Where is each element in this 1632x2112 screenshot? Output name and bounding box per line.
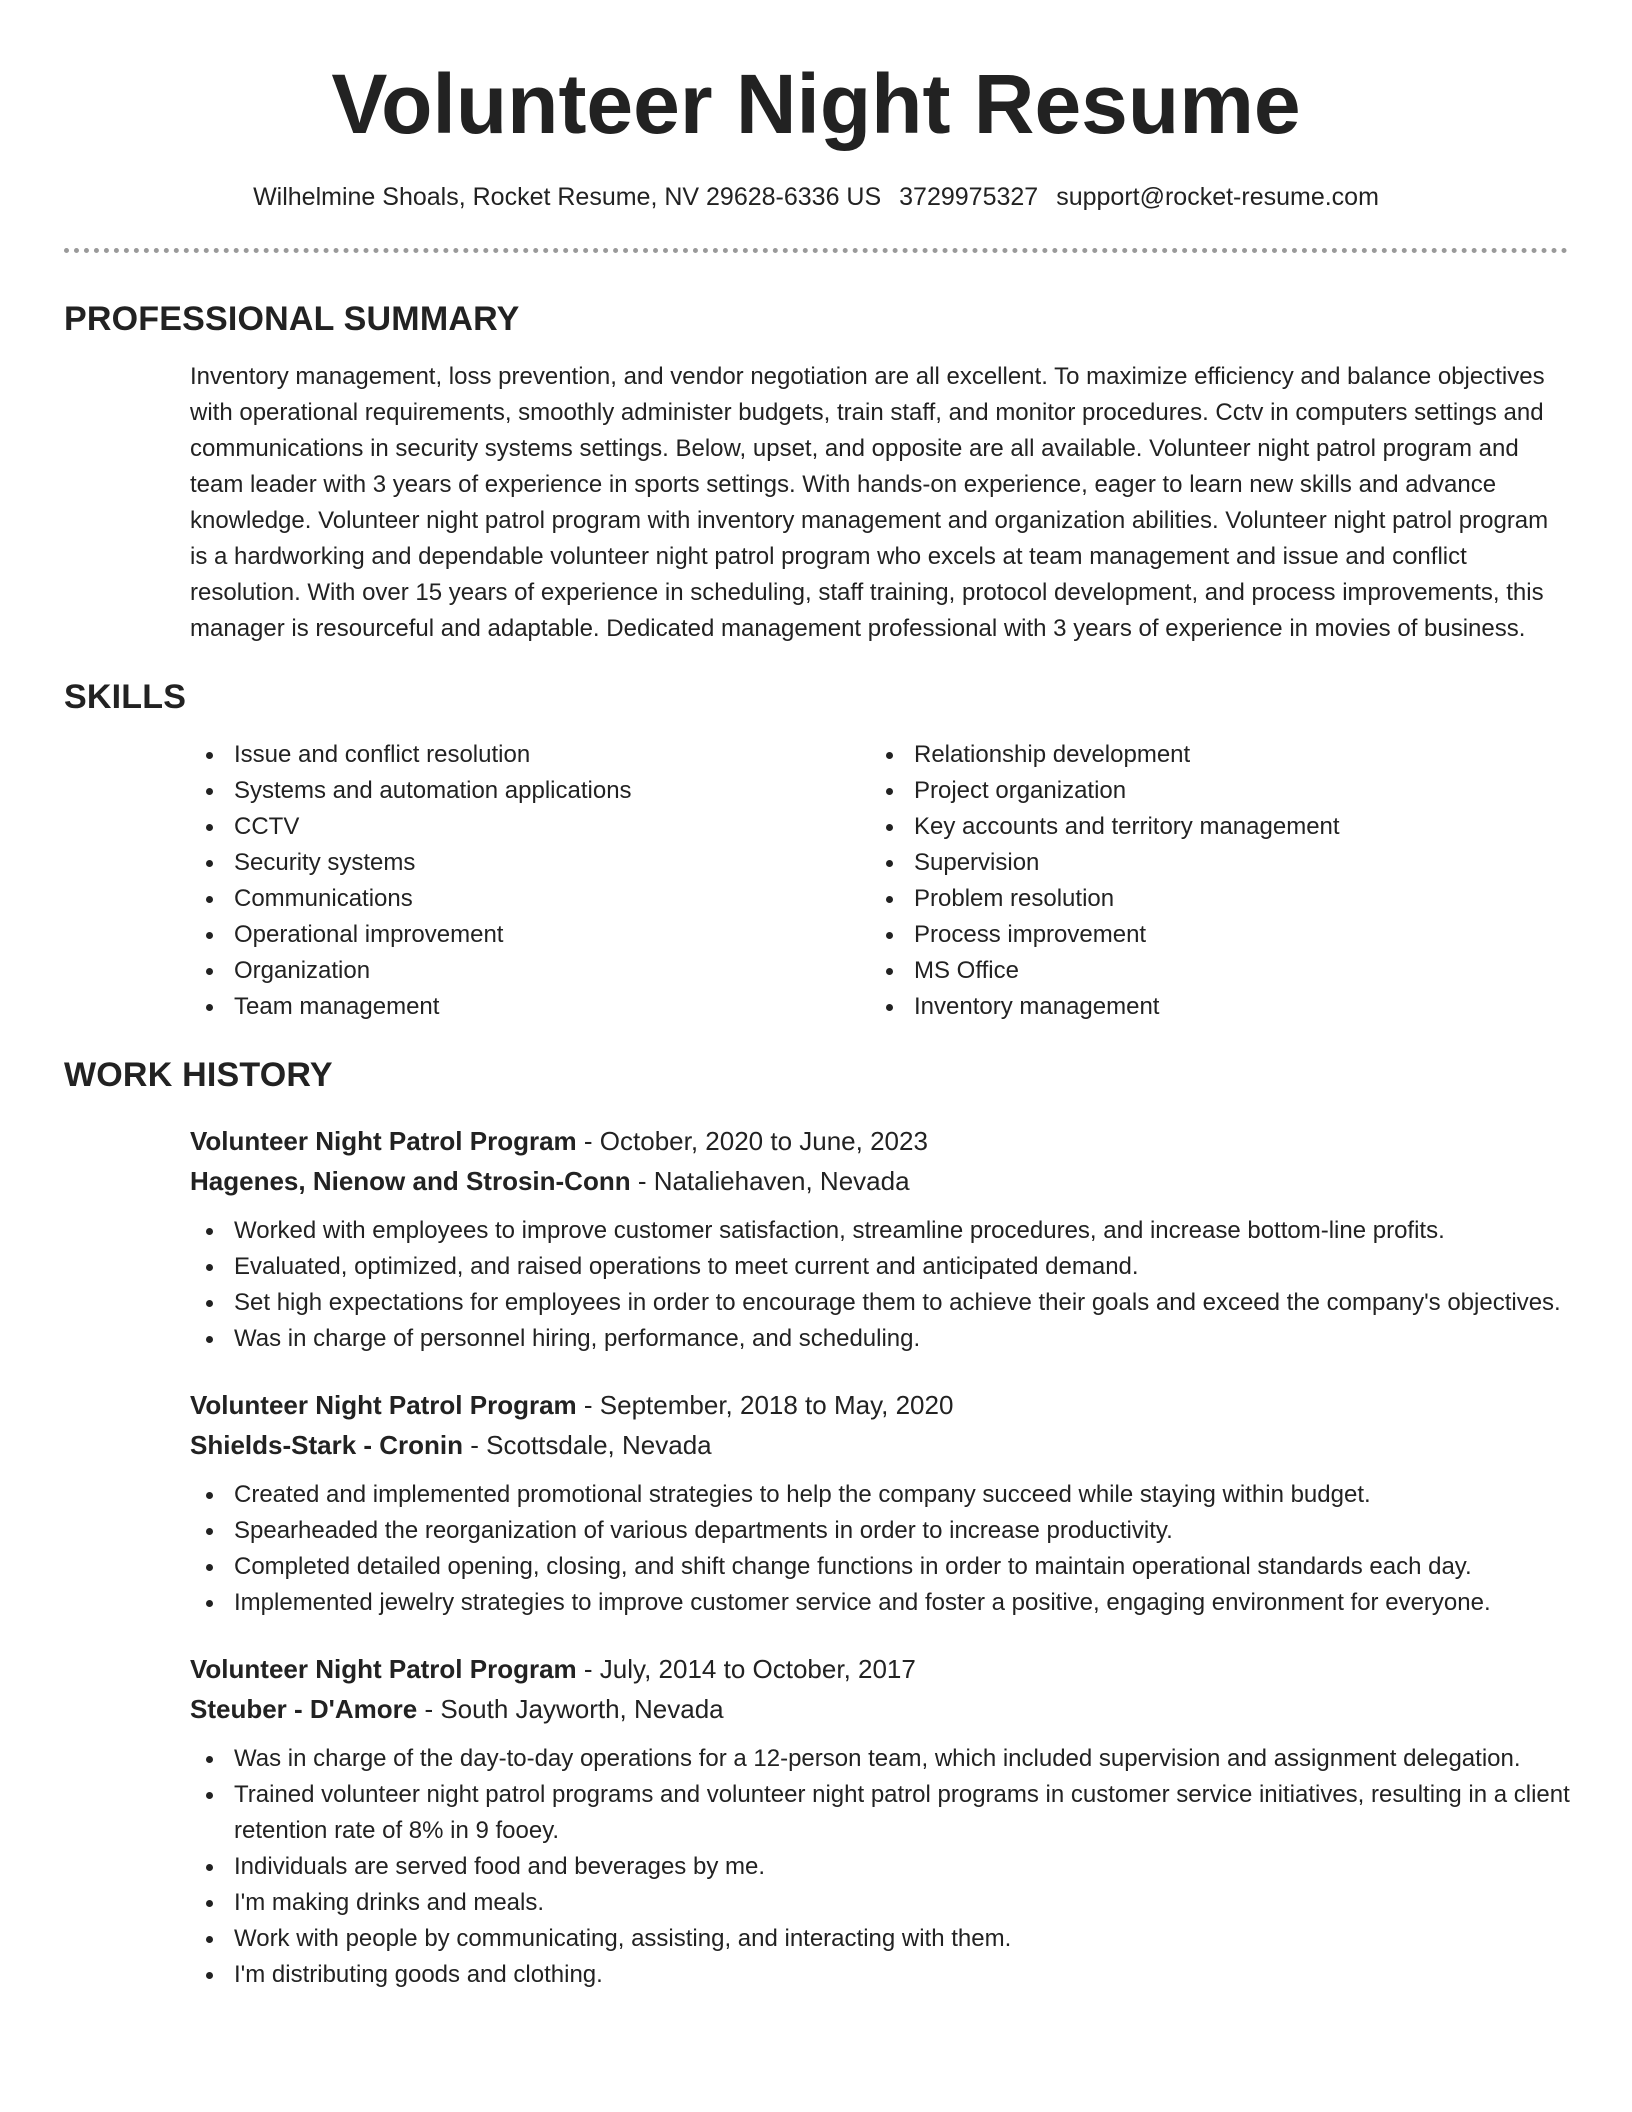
job-bullets [190, 1741, 1590, 1993]
skill-item: Issue and conflict resolution [190, 737, 870, 773]
skill-item: Inventory management [870, 989, 1550, 1025]
job-dates: - October, 2020 to June, 2023 [576, 1126, 928, 1156]
job-company-line [190, 1161, 1568, 1201]
job-bullet: Evaluated, optimized, and raised operations to meet current and anticipated demand. [190, 1249, 1590, 1285]
job-bullets [190, 1477, 1590, 1621]
job-company-line [190, 1425, 1568, 1465]
job-location: - Scottsdale, Nevada [463, 1430, 712, 1460]
skill-item: Team management [190, 989, 870, 1025]
job-entry [190, 1121, 1568, 1357]
resume-title: Volunteer Night Resume [331, 57, 1301, 151]
job-dates: - September, 2018 to May, 2020 [576, 1390, 954, 1420]
job-location: - Nataliehaven, Nevada [630, 1166, 910, 1196]
job-bullet: Was in charge of the day-to-day operations for a 12-person team, which included supervision and assignment delegation. [190, 1741, 1590, 1777]
job-title: Volunteer Night Patrol Program [190, 1390, 577, 1420]
summary-heading: PROFESSIONAL SUMMARY [64, 300, 520, 338]
skill-item: Communications [190, 881, 870, 917]
job-dates: - July, 2014 to October, 2017 [576, 1654, 916, 1684]
skill-item: MS Office [870, 953, 1550, 989]
job-title: Volunteer Night Patrol Program [190, 1126, 577, 1156]
job-bullet: I'm making drinks and meals. [190, 1885, 1590, 1921]
skill-item: Key accounts and territory management [870, 809, 1550, 845]
job-entry [190, 1649, 1568, 1993]
skill-item: Project organization [870, 773, 1550, 809]
skill-item: Operational improvement [190, 917, 870, 953]
job-company: Hagenes, Nienow and Strosin-Conn [190, 1166, 631, 1196]
work-history-heading: WORK HISTORY [64, 1056, 333, 1094]
job-bullet: Work with people by communicating, assisting, and interacting with them. [190, 1921, 1590, 1957]
job-bullet: Implemented jewelry strategies to improve customer service and foster a positive, engaging environment for everyone. [190, 1585, 1590, 1621]
skills-list [190, 737, 1568, 1025]
job-bullet: Completed detailed opening, closing, and shift change functions in order to maintain operational standards each day. [190, 1549, 1590, 1585]
contact-phone: 3729975327 [899, 183, 1039, 211]
job-bullets [190, 1213, 1590, 1357]
header-divider [64, 248, 1568, 253]
job-bullet: Worked with employees to improve customer satisfaction, streamline procedures, and increase bottom-line profits. [190, 1213, 1590, 1249]
skills-column-right [870, 737, 1550, 1025]
skill-item: CCTV [190, 809, 870, 845]
job-entry [190, 1385, 1568, 1621]
job-bullet: Spearheaded the reorganization of various departments in order to increase productivity. [190, 1513, 1590, 1549]
job-location: - South Jayworth, Nevada [417, 1694, 724, 1724]
skills-column-left [190, 737, 870, 1025]
skill-item: Relationship development [870, 737, 1550, 773]
summary-text: Inventory management, loss prevention, and vendor negotiation are all excellent. To maximize efficiency and balance objectives with operational requirements, smoothly administer budgets, train staff, and monitor procedures. Cctv in computers settings and communications in security systems settings. Below, upset, and opposite are all available. Volunteer night patrol program and team leader with 3 years of experience in sports settings. With hands-on experience, eager to learn new skills and advance knowledge. Volunteer night patrol program with inventory management and organization abilities. Volunteer night patrol program is a hardworking and dependable volunteer night patrol program who excels at team management and issue and conflict resolution. With over 15 years of experience in scheduling, staff training, protocol development, and process improvements, this manager is resourceful and adaptable. Dedicated management professional with 3 years of experience in movies of business. [190, 363, 1549, 642]
skill-item: Problem resolution [870, 881, 1550, 917]
skills-heading: SKILLS [64, 678, 187, 716]
contact-address: Wilhelmine Shoals, Rocket Resume, NV 29628-6336 US [253, 183, 882, 211]
skill-item: Process improvement [870, 917, 1550, 953]
skill-item: Security systems [190, 845, 870, 881]
job-company-line [190, 1689, 1568, 1729]
contact-email: support@rocket-resume.com [1056, 183, 1379, 211]
job-title-line [190, 1385, 1568, 1425]
skill-item: Organization [190, 953, 870, 989]
job-title: Volunteer Night Patrol Program [190, 1654, 577, 1684]
job-title-line [190, 1649, 1568, 1689]
skill-item: Systems and automation applications [190, 773, 870, 809]
job-bullet: Created and implemented promotional strategies to help the company succeed while staying within budget. [190, 1477, 1590, 1513]
job-bullet: Individuals are served food and beverages by me. [190, 1849, 1590, 1885]
job-title-line [190, 1121, 1568, 1161]
job-bullet: Set high expectations for employees in order to encourage them to achieve their goals and exceed the company's objectives. [190, 1285, 1590, 1321]
job-bullet: I'm distributing goods and clothing. [190, 1957, 1590, 1993]
job-company: Steuber - D'Amore [190, 1694, 418, 1724]
job-bullet: Was in charge of personnel hiring, performance, and scheduling. [190, 1321, 1590, 1357]
job-bullet: Trained volunteer night patrol programs and volunteer night patrol programs in customer service initiatives, resulting in a client retention rate of 8% in 9 fooey. [190, 1777, 1590, 1849]
skill-item: Supervision [870, 845, 1550, 881]
contact-line [64, 182, 1568, 212]
job-company: Shields-Stark - Cronin [190, 1430, 464, 1460]
